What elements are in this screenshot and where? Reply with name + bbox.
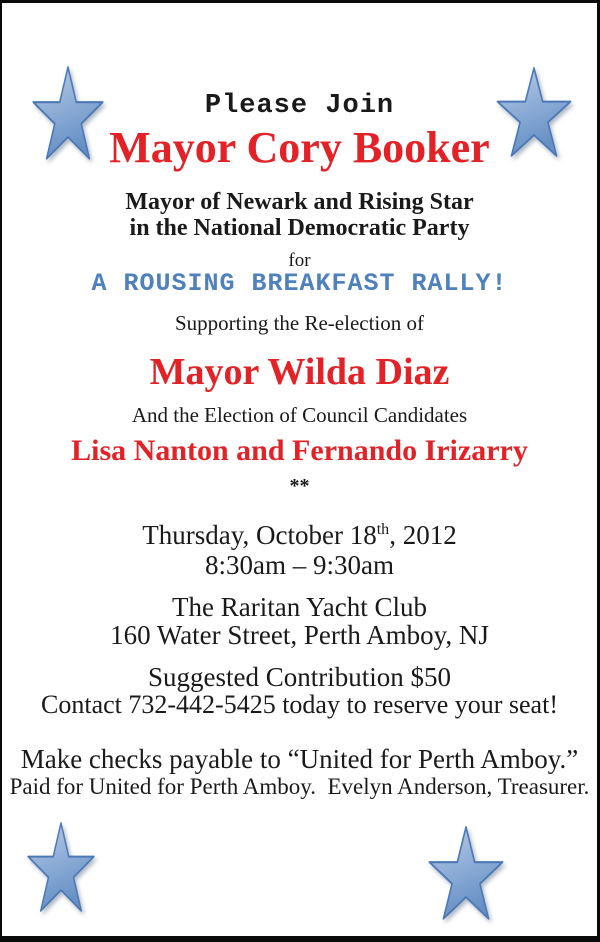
intro-text: Please Join bbox=[204, 91, 395, 121]
paid-for-disclaimer: Paid for United for Perth Amboy. Evelyn Anderson, Treasurer. bbox=[9, 774, 590, 799]
asterisk-separator: ** bbox=[289, 475, 310, 497]
event-time: 8:30am – 9:30am bbox=[205, 550, 394, 580]
event-title: A ROUSING BREAKFAST RALLY! bbox=[91, 269, 508, 298]
event-date-suffix: , 2012 bbox=[389, 520, 457, 550]
council-election-text: And the Election of Council Candidates bbox=[131, 403, 468, 427]
star-icon bbox=[426, 825, 506, 921]
headliner-subtitle-line2: in the National Democratic Party bbox=[129, 215, 470, 241]
event-date-prefix: Thursday, October 18 bbox=[142, 520, 377, 550]
supporting-text: Supporting the Re-election of bbox=[174, 311, 425, 335]
headliner-name: Mayor Cory Booker bbox=[109, 123, 490, 172]
council-candidates-names: Lisa Nanton and Fernando Irizarry bbox=[71, 434, 528, 467]
contribution-text: Suggested Contribution $50 bbox=[148, 662, 451, 692]
event-date bbox=[2, 520, 597, 550]
checks-payable-text: Make checks payable to “United for Perth Amboy.” bbox=[20, 744, 579, 774]
for-text: for bbox=[288, 250, 311, 271]
candidate-name: Mayor Wilda Diaz bbox=[149, 351, 450, 393]
venue-address: 160 Water Street, Perth Amboy, NJ bbox=[110, 620, 489, 650]
headliner-subtitle-line1: Mayor of Newark and Rising Star bbox=[125, 189, 474, 215]
event-date-ordinal: th bbox=[376, 521, 390, 538]
star-icon bbox=[25, 821, 97, 913]
contact-text: Contact 732-442-5425 today to reserve your seat! bbox=[41, 690, 558, 719]
venue-name: The Raritan Yacht Club bbox=[172, 592, 427, 622]
